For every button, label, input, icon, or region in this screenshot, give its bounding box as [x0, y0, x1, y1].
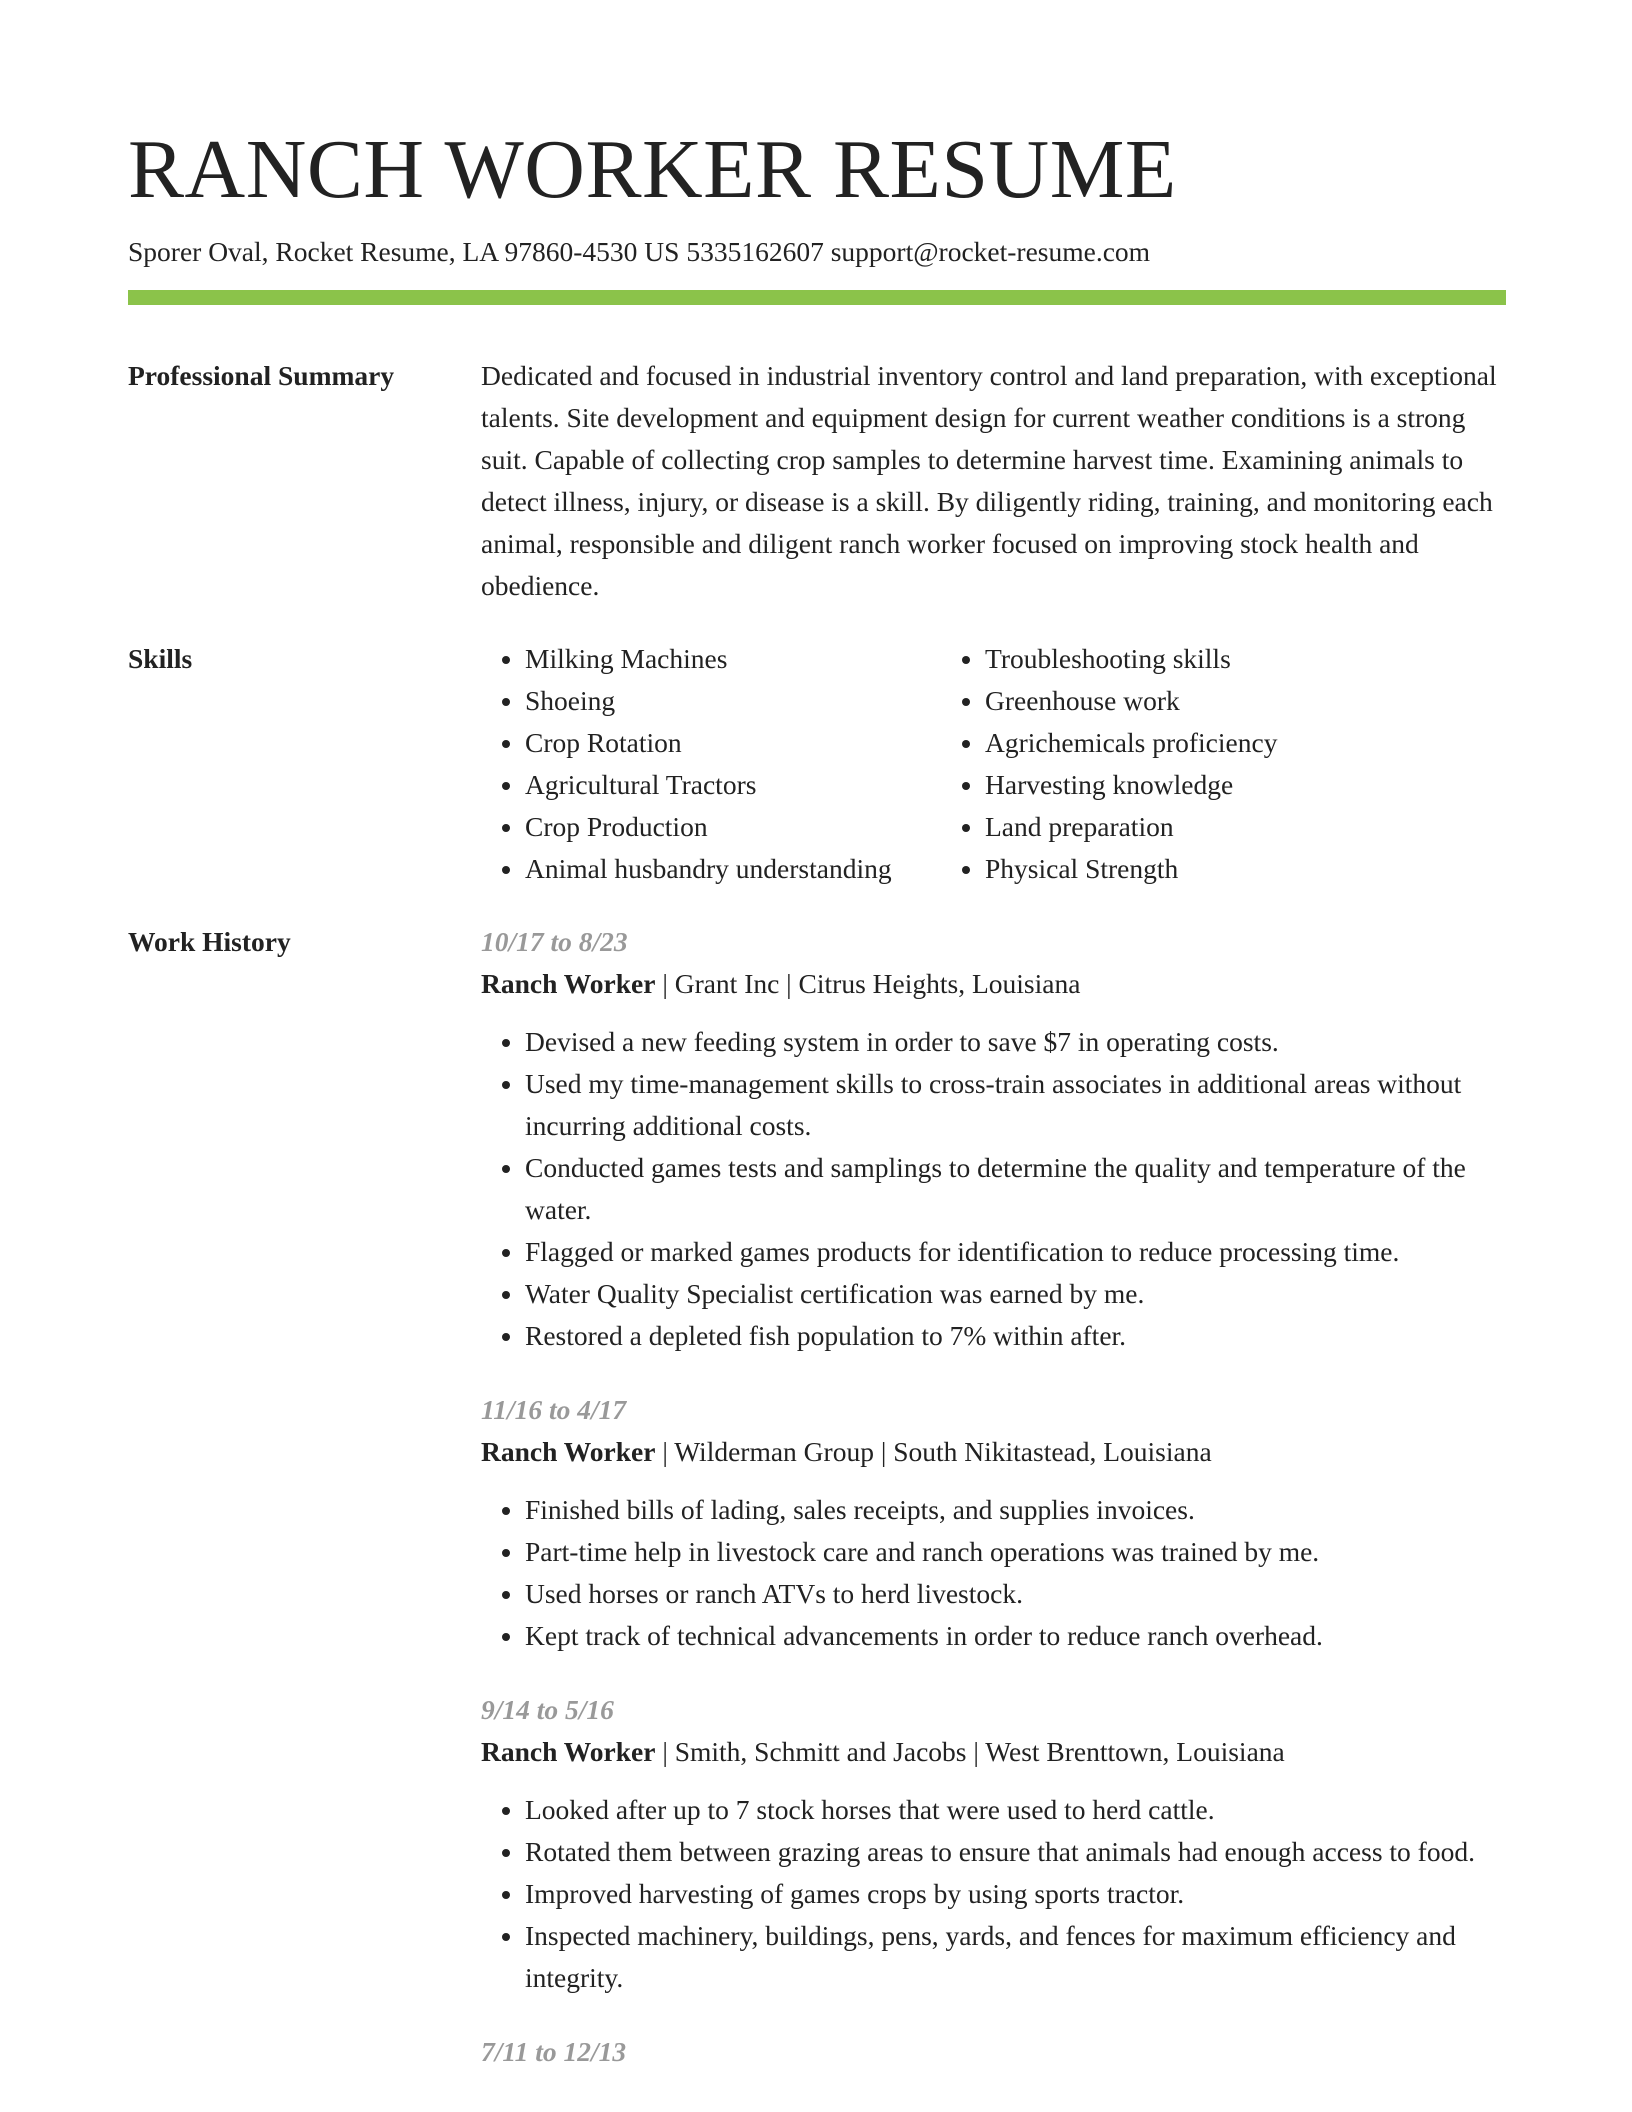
job-entry [481, 1389, 1506, 1657]
job-separator: | [655, 1736, 675, 1767]
job-dates: 7/11 to 12/13 [481, 2036, 627, 2067]
job-bullet: • Restored a depleted fish population to 7% within after. [525, 1315, 1506, 1357]
job-heading [481, 1731, 1506, 1773]
job-bullet: • Part-time help in livestock care and ranch operations was trained by me. [525, 1531, 1506, 1573]
header-divider [128, 290, 1506, 305]
skills-label: Skills [128, 643, 193, 674]
job-heading [481, 1431, 1506, 1473]
summary-text: Dedicated and focused in industrial inventory control and land preparation, with exceptional talents. Site development and equipment design for current weather conditions is a strong suit. Capable of collecting crop samples to determine harvest time. Examining animals to detect illness, injury, or disease is a skill. By diligently riding, training, and monitoring each animal, responsible and diligent ranch worker focused on improving stock health and obedience. [481, 360, 1497, 601]
job-title: Ranch Worker [481, 1436, 656, 1467]
skill-item: • Harvesting knowledge [985, 764, 1506, 806]
job-heading [481, 963, 1506, 1005]
skill-item: • Troubleshooting skills [985, 638, 1506, 680]
work-body [481, 921, 1506, 2105]
job-bullet: • Devised a new feeding system in order to save $7 in operating costs. [525, 1021, 1506, 1063]
job-details: Smith, Schmitt and Jacobs | West Brenttown, Louisiana [674, 1736, 1285, 1767]
summary-body [481, 355, 1506, 607]
job-bullet: • Inspected machinery, buildings, pens, yards, and fences for maximum efficiency and integrity. [525, 1915, 1506, 1999]
job-bullet: • Used horses or ranch ATVs to herd livestock. [525, 1573, 1506, 1615]
job-dates: 11/16 to 4/17 [481, 1394, 627, 1425]
job-details: Grant Inc | Citrus Heights, Louisiana [674, 968, 1081, 999]
job-title: Ranch Worker [481, 1736, 656, 1767]
skill-item: • Animal husbandry understanding [525, 848, 941, 890]
job-separator: | [655, 1436, 675, 1467]
contact-line: Sporer Oval, Rocket Resume, LA 97860-4530 US 5335162607 support@rocket-resume.com [128, 236, 1151, 267]
skill-item: • Agricultural Tractors [525, 764, 941, 806]
resume-title: RANCH WORKER RESUME [128, 123, 1177, 216]
summary-label: Professional Summary [128, 360, 395, 391]
skill-item: • Greenhouse work [985, 680, 1506, 722]
job-bullet-list [481, 1789, 1506, 1999]
resume-page [128, 120, 1506, 2105]
skills-body [481, 638, 1506, 890]
job-separator: | [655, 968, 675, 999]
job-entry [481, 1689, 1506, 1999]
skill-item: • Milking Machines [525, 638, 941, 680]
skill-item: • Crop Production [525, 806, 941, 848]
skill-item: • Physical Strength [985, 848, 1506, 890]
job-bullet: • Used my time-management skills to cross-train associates in additional areas without incurring additional costs. [525, 1063, 1506, 1147]
job-bullet-list [481, 1021, 1506, 1357]
job-bullet: • Looked after up to 7 stock horses that were used to herd cattle. [525, 1789, 1506, 1831]
job-title: Ranch Worker [481, 968, 656, 999]
work-label: Work History [128, 926, 291, 957]
skills-list-right [941, 638, 1506, 890]
job-bullet: • Improved harvesting of games crops by using sports tractor. [525, 1873, 1506, 1915]
job-bullet: • Finished bills of lading, sales receipts, and supplies invoices. [525, 1489, 1506, 1531]
skill-item: • Shoeing [525, 680, 941, 722]
skills-columns [481, 638, 1506, 890]
work-section [128, 921, 1506, 2105]
job-dates: 9/14 to 5/16 [481, 1694, 614, 1725]
job-entry [481, 2031, 1506, 2073]
skill-item: • Crop Rotation [525, 722, 941, 764]
skill-item: • Agrichemicals proficiency [985, 722, 1506, 764]
job-entry [481, 921, 1506, 1357]
job-bullet: • Rotated them between grazing areas to ensure that animals had enough access to food. [525, 1831, 1506, 1873]
job-details: Wilderman Group | South Nikitastead, Louisiana [674, 1436, 1212, 1467]
job-bullet: • Kept track of technical advancements in order to reduce ranch overhead. [525, 1615, 1506, 1657]
skills-section [128, 638, 1506, 890]
job-dates: 10/17 to 8/23 [481, 926, 628, 957]
job-bullet: • Flagged or marked games products for identification to reduce processing time. [525, 1231, 1506, 1273]
job-bullet-list [481, 1489, 1506, 1657]
skill-item: • Land preparation [985, 806, 1506, 848]
job-bullet: • Conducted games tests and samplings to determine the quality and temperature of the water. [525, 1147, 1506, 1231]
job-bullet: • Water Quality Specialist certification was earned by me. [525, 1273, 1506, 1315]
skills-list-left [481, 638, 941, 890]
summary-section [128, 355, 1506, 607]
